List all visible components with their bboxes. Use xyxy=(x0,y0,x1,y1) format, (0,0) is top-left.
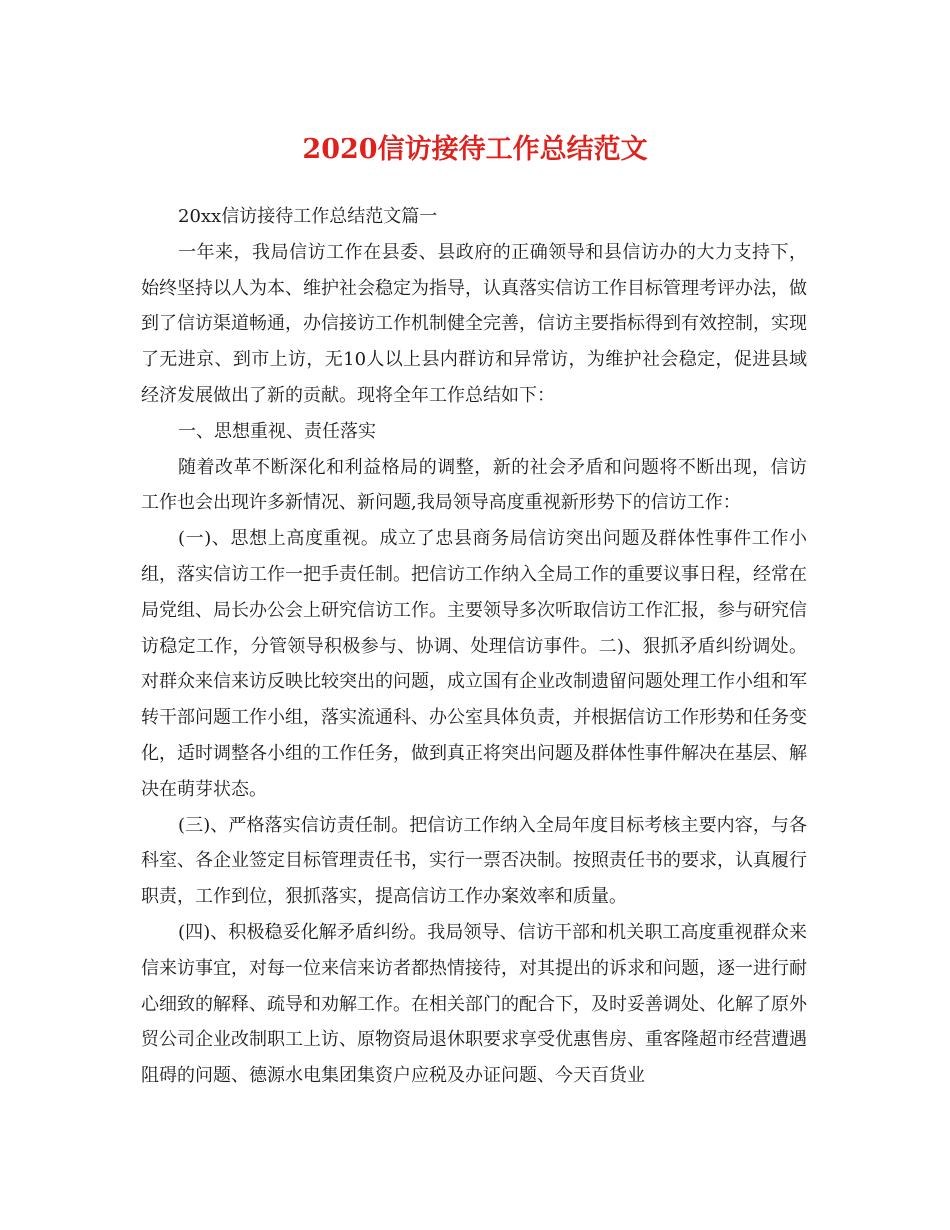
section-heading-ideology: 一、思想重视、责任落实 xyxy=(178,420,376,442)
paragraph-intro: 一年来，我局信访工作在县委、县政府的正确领导和县信访办的大力支持下，始终坚持以人为本、维护社会稳定为指导，认真落实信访工作目标管理考评办法，做到了信访渠道畅通，办信接访工作机制健全完善，信访主要指标得到有效控制，实现了无进京、到市上访，无10人以上县内群访和异常访，为维护社会稳定，促进县域经济发展做出了新的贡献。现将全年工作总结如下： xyxy=(141,241,807,406)
paragraph-context: 随着改革不断深化和利益格局的调整，新的社会矛盾和问题将不断出现，信访工作也会出现许多新情况、新问题,我局领导高度重视新形势下的信访工作： xyxy=(141,456,807,514)
paragraph-item-four: (四)、积极稳妥化解矛盾纠纷。我局领导、信访干部和机关职工高度重视群众来信来访事宜，对每一位来信来访者都热情接待，对其提出的诉求和问题，逐一进行耐心细致的解释、疏导和劝解工作。在相关部门的配合下，及时妥善调处、化解了原外贸公司企业改制职工上访、原物资局退休职要求享受优惠售房、重客隆超市经营遭遇阻碍的问题、德源水电集团集资户应税及办证问题、今天百货业 xyxy=(141,921,807,1087)
document-title: 2020信访接待工作总结范文 xyxy=(302,134,648,165)
paragraph-item-three: (三)、严格落实信访责任制。把信访工作纳入全局年度目标考核主要内容，与各科室、各企业签定目标管理责任书，实行一票否决制。按照责任书的要求，认真履行职责，工作到位，狠抓落实，提高信访工作办案效率和质量。 xyxy=(141,814,807,908)
paragraph-item-one: (一)、思想上高度重视。成立了忠县商务局信访突出问题及群体性事件工作小组，落实信访工作一把手责任制。把信访工作纳入全局工作的重要议事日程，经常在局党组、局长办公会上研究信访工作。主要领导多次听取信访工作汇报，参与研究信访稳定工作，分管领导积极参与、协调、处理信访事件。二)、狠抓矛盾纠纷调处。对群众来信来访反映比较突出的问题，成立国有企业改制遗留问题处理工作小组和军转干部问题工作小组，落实流通科、办公室具体负责，并根据信访工作形势和任务变化，适时调整各小组的工作任务，做到真正将突出问题及群体性事件解决在基层、解决在萌芽状态。 xyxy=(141,528,807,800)
section-heading-article-one: 20xx信访接待工作总结范文篇一 xyxy=(178,206,438,227)
document-body xyxy=(141,199,807,1094)
